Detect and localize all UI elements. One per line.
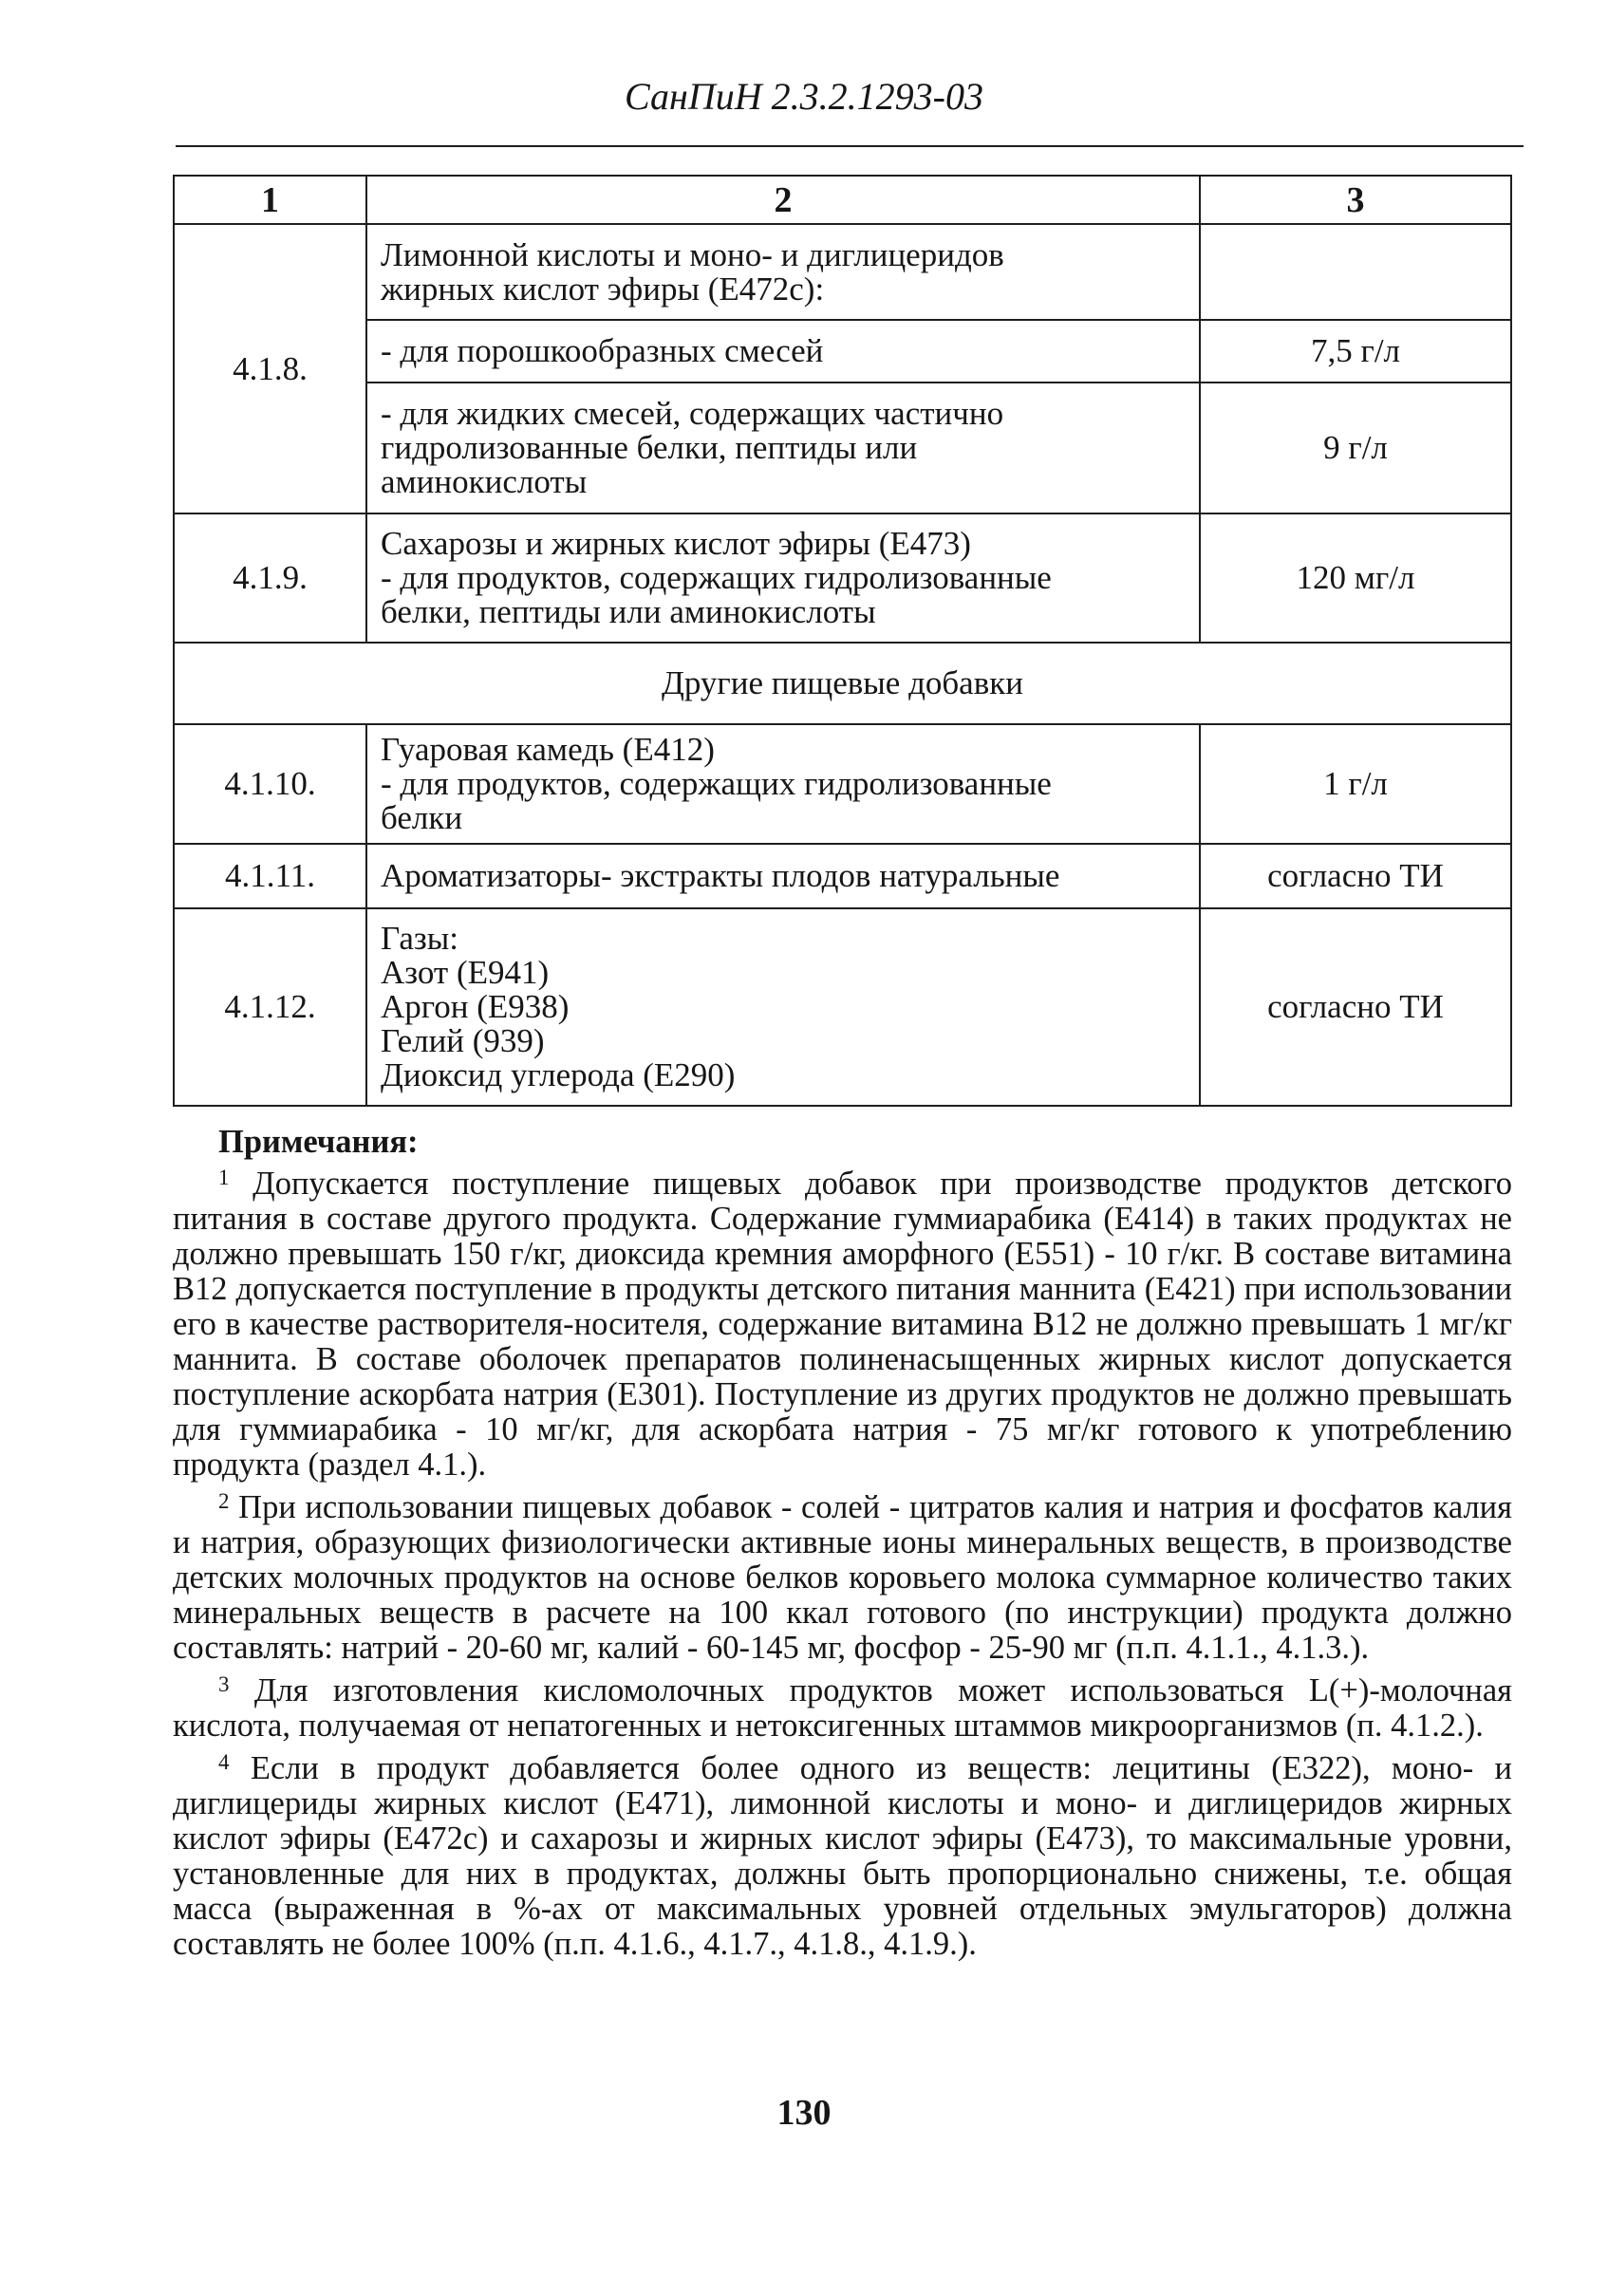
row-number: 4.1.9.	[174, 513, 366, 643]
column-header-2: 2	[366, 176, 1200, 224]
row-number: 4.1.11.	[174, 844, 366, 908]
row-description	[366, 513, 1200, 643]
table-row	[174, 908, 1511, 1106]
page-number: 130	[776, 2093, 832, 2133]
row-value: 120 мг/л	[1200, 513, 1511, 643]
table-section-row	[174, 643, 1511, 724]
notes-section	[173, 1125, 1512, 1969]
row-description-line: Аргон (Е938)	[381, 988, 570, 1025]
row-description: Ароматизаторы- экстракты плодов натуральные	[366, 844, 1200, 908]
row-description-line: аминокислоты	[381, 463, 588, 500]
note-text: При использовании пищевых добавок - солей - цитратов калия и натрия и фосфатов калия и натрия, образующих физиологически активные ионы минеральных веществ, в производстве детских молочных продуктов на основе белков коровьего молока суммарное количество таких минеральных веществ в расчете на 100 ккал готового (по инструкции) продукта должно составлять: натрий - 20-60 мг, калий - 60-145 мг, фосфор - 25-90 мг (п.п. 4.1.1., 4.1.3.).	[173, 1489, 1513, 1666]
row-description-line: жирных кислот эфиры (Е472с):	[381, 270, 825, 308]
row-description-line: Диоксид углерода (Е290)	[381, 1056, 736, 1093]
table-row	[174, 844, 1511, 908]
row-value	[1200, 224, 1511, 320]
row-description-line: гидролизованные белки, пептиды или	[381, 429, 918, 466]
table-row	[174, 224, 1511, 320]
section-heading: Другие пищевые добавки	[174, 643, 1511, 724]
row-description-line: белки, пептиды или аминокислоты	[381, 593, 876, 630]
row-description: - для порошкообразных смесей	[366, 320, 1200, 383]
row-description	[366, 224, 1200, 320]
row-value: 7,5 г/л	[1200, 320, 1511, 383]
row-description-line: Газы:	[381, 920, 458, 957]
row-description-line: Гелий (939)	[381, 1022, 545, 1059]
table-row	[174, 320, 1511, 383]
row-description-line: белки	[381, 799, 463, 836]
row-description-line: Сахарозы и жирных кислот эфиры (Е473)	[381, 525, 971, 562]
row-description-line: - для продуктов, содержащих гидролизованные	[381, 559, 1052, 596]
row-description-line: Лимонной кислоты и моно- и диглицеридов	[381, 235, 1004, 273]
row-description-line: - для продуктов, содержащих гидролизованные	[381, 765, 1052, 802]
column-header-3: 3	[1200, 176, 1511, 224]
note-marker: 4	[218, 1750, 230, 1774]
row-value: 1 г/л	[1200, 724, 1511, 844]
row-number: 4.1.10.	[174, 724, 366, 844]
note-marker: 1	[218, 1166, 230, 1189]
column-header-1: 1	[174, 176, 366, 224]
note-text: Если в продукт добавляется более одного из веществ: лецитины (Е322), моно- и диглицериды жирных кислот (Е471), лимонной кислоты и моно- и диглицеридов жирных кислот эфиры (Е472с) и сахарозы и жирных кислот эфиры (Е473), то максимальные уровни, установленные для них в продуктах, должны быть пропорционально снижены, т.е. общая масса (выраженная в %-ах от максимальных уровней отдельных эмульгаторов) должна составлять не более 100% (п.п. 4.1.6., 4.1.7., 4.1.8., 4.1.9.).	[173, 1750, 1513, 1962]
row-value: согласно ТИ	[1200, 908, 1511, 1106]
notes-heading: Примечания:	[218, 1124, 419, 1160]
note-paragraph	[173, 1673, 1512, 1744]
row-number: 4.1.8.	[174, 224, 366, 513]
note-marker: 2	[218, 1489, 230, 1513]
row-value: согласно ТИ	[1200, 844, 1511, 908]
note-paragraph	[173, 1751, 1512, 1962]
table-row	[174, 383, 1511, 513]
row-description-line: Азот (Е941)	[381, 954, 550, 991]
row-number: 4.1.12.	[174, 908, 366, 1106]
header-rule	[176, 145, 1524, 147]
row-description	[366, 908, 1200, 1106]
note-paragraph	[173, 1167, 1512, 1483]
row-description-line: - для жидких смесей, содержащих частично	[381, 395, 1004, 432]
note-marker: 3	[218, 1672, 230, 1696]
table-row	[174, 513, 1511, 643]
document-header-title: СанПиН 2.3.2.1293-03	[625, 75, 983, 118]
row-description-line: Гуаровая камедь (Е412)	[381, 731, 715, 768]
note-text: Для изготовления кисломолочных продуктов может использоваться L(+)-молочная кислота, получаемая от непатогенных и нетоксигенных штаммов микроорганизмов (п. 4.1.2.).	[173, 1672, 1513, 1744]
table-column-header-row	[174, 176, 1511, 224]
row-description	[366, 724, 1200, 844]
additives-table	[173, 175, 1512, 1107]
table-row	[174, 724, 1511, 844]
row-description	[366, 383, 1200, 513]
note-text: Допускается поступление пищевых добавок при производстве продуктов детского питания в составе другого продукта. Содержание гуммиарабика (Е414) в таких продуктах не должно превышать 150 г/кг, диоксида кремния аморфного (Е551) - 10 г/кг. В составе витамина В12 допускается поступление в продукты детского питания маннита (Е421) при использовании его в качестве растворителя-носителя, содержание витамина В12 не должно превышать 1 мг/кг маннита. В составе оболочек препаратов полиненасыщенных жирных кислот допускается поступление аскорбата натрия (Е301). Поступление из других продуктов не должно превышать для гуммиарабика - 10 мг/кг, для аскорбата натрия - 75 мг/кг готового к употреблению продукта (раздел 4.1.).	[173, 1166, 1513, 1483]
note-paragraph	[173, 1490, 1512, 1666]
row-value: 9 г/л	[1200, 383, 1511, 513]
